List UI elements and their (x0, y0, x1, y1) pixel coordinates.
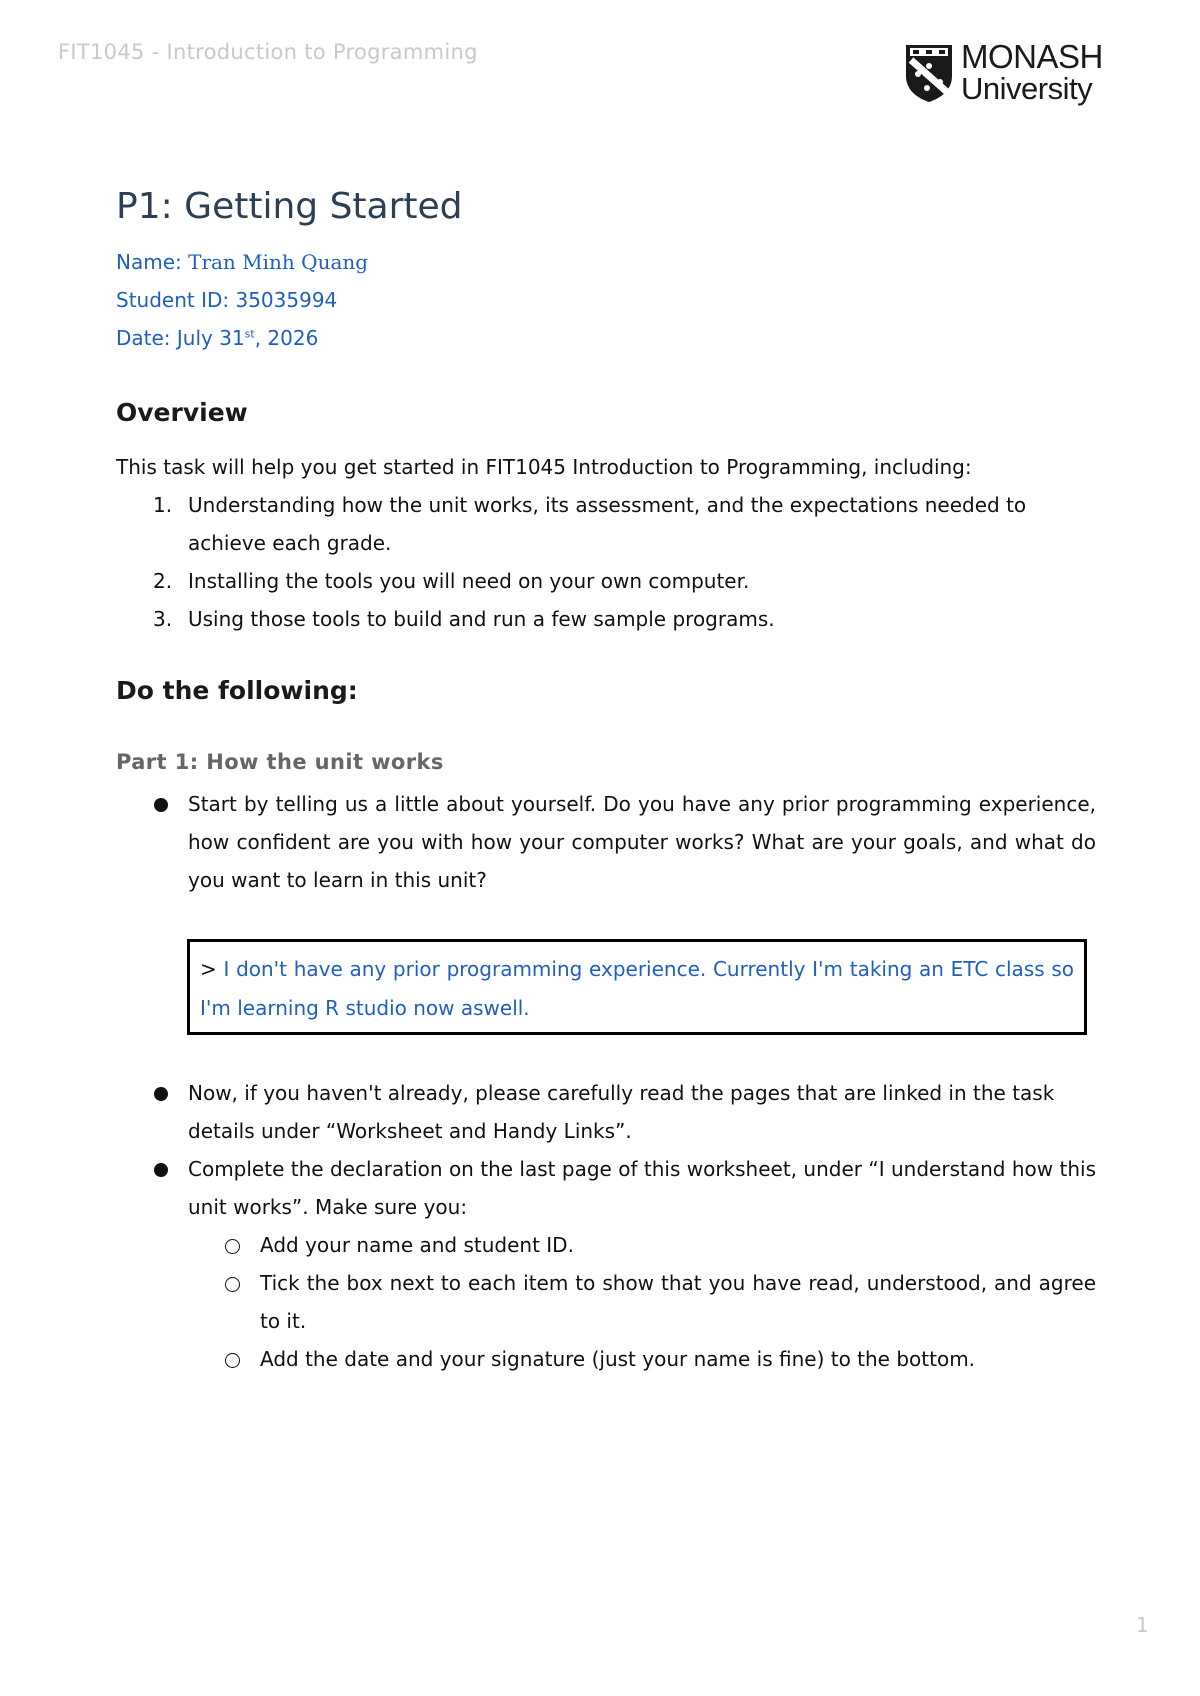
overview-heading: Overview (116, 398, 248, 427)
list-item-text: Start by telling us a little about yourself. Do you have any prior programming experience, how confident are you with how your computer works? What are your goals, and what do you want to learn in this unit? (188, 792, 1096, 892)
list-number: 2. (153, 569, 173, 593)
hollow-bullet-icon (225, 1353, 240, 1368)
date-prefix: Date: July 31 (116, 326, 245, 350)
date-ordinal: st (244, 327, 255, 341)
declaration-sublist (188, 1226, 1096, 1378)
list-item (116, 486, 1096, 562)
student-name-value: Tran Minh Quang (188, 250, 369, 274)
list-item (116, 1150, 1096, 1378)
logo-wordmark-university: University (961, 71, 1093, 106)
answer-prompt: > (200, 957, 224, 981)
student-name-label: Name: (116, 250, 189, 274)
list-item-text: Now, if you haven't already, please carefully read the pages that are linked in the task details under “Worksheet and Handy Links”. (188, 1081, 1055, 1143)
list-item (116, 600, 1096, 638)
sub-list-item-text: Add the date and your signature (just your name is fine) to the bottom. (260, 1347, 976, 1371)
sub-list-item (188, 1340, 1096, 1378)
part1-heading: Part 1: How the unit works (116, 750, 444, 774)
monash-shield-icon (903, 42, 955, 104)
part1-bullet-list-a (116, 785, 1096, 899)
list-item-text: Understanding how the unit works, its assessment, and the expectations needed to achieve each grade. (188, 493, 1027, 555)
course-header: FIT1045 - Introduction to Programming (58, 40, 478, 64)
logo-wordmark-monash: MONASH (961, 38, 1103, 75)
list-item-text: Complete the declaration on the last page of this worksheet, under “I understand how this unit works”. Make sure you: (188, 1157, 1096, 1219)
list-item (116, 1074, 1096, 1150)
monash-logo (903, 38, 1113, 108)
sub-list-item (188, 1264, 1096, 1340)
do-following-heading: Do the following: (116, 676, 358, 705)
student-id: Student ID: 35035994 (116, 288, 338, 312)
overview-list (116, 486, 1096, 638)
part1-bullet-list-b (116, 1074, 1096, 1378)
student-name (116, 250, 368, 274)
submission-date (116, 326, 318, 350)
hollow-bullet-icon (225, 1277, 240, 1292)
list-item (116, 562, 1096, 600)
overview-intro: This task will help you get started in FIT1045 Introduction to Programming, including: (116, 455, 972, 479)
answer-text: I don't have any prior programming experience. Currently I'm taking an ETC class so I'm learning R studio now aswell. (200, 957, 1074, 1020)
bullet-icon (154, 1087, 168, 1101)
list-item-text: Using those tools to build and run a few sample programs. (188, 607, 775, 631)
hollow-bullet-icon (225, 1239, 240, 1254)
list-number: 1. (153, 493, 173, 517)
date-suffix: , 2026 (254, 326, 319, 350)
bullet-icon (154, 1163, 168, 1177)
page-title: P1: Getting Started (116, 186, 463, 227)
sub-list-item-text: Tick the box next to each item to show that you have read, understood, and agree to it. (260, 1271, 1096, 1333)
sub-list-item-text: Add your name and student ID. (260, 1233, 574, 1257)
answer-box (187, 939, 1087, 1035)
bullet-icon (154, 798, 168, 812)
list-number: 3. (153, 607, 173, 631)
sub-list-item (188, 1226, 1096, 1264)
page-number: 1 (1136, 1613, 1149, 1637)
list-item-text: Installing the tools you will need on your own computer. (188, 569, 750, 593)
list-item (116, 785, 1096, 899)
